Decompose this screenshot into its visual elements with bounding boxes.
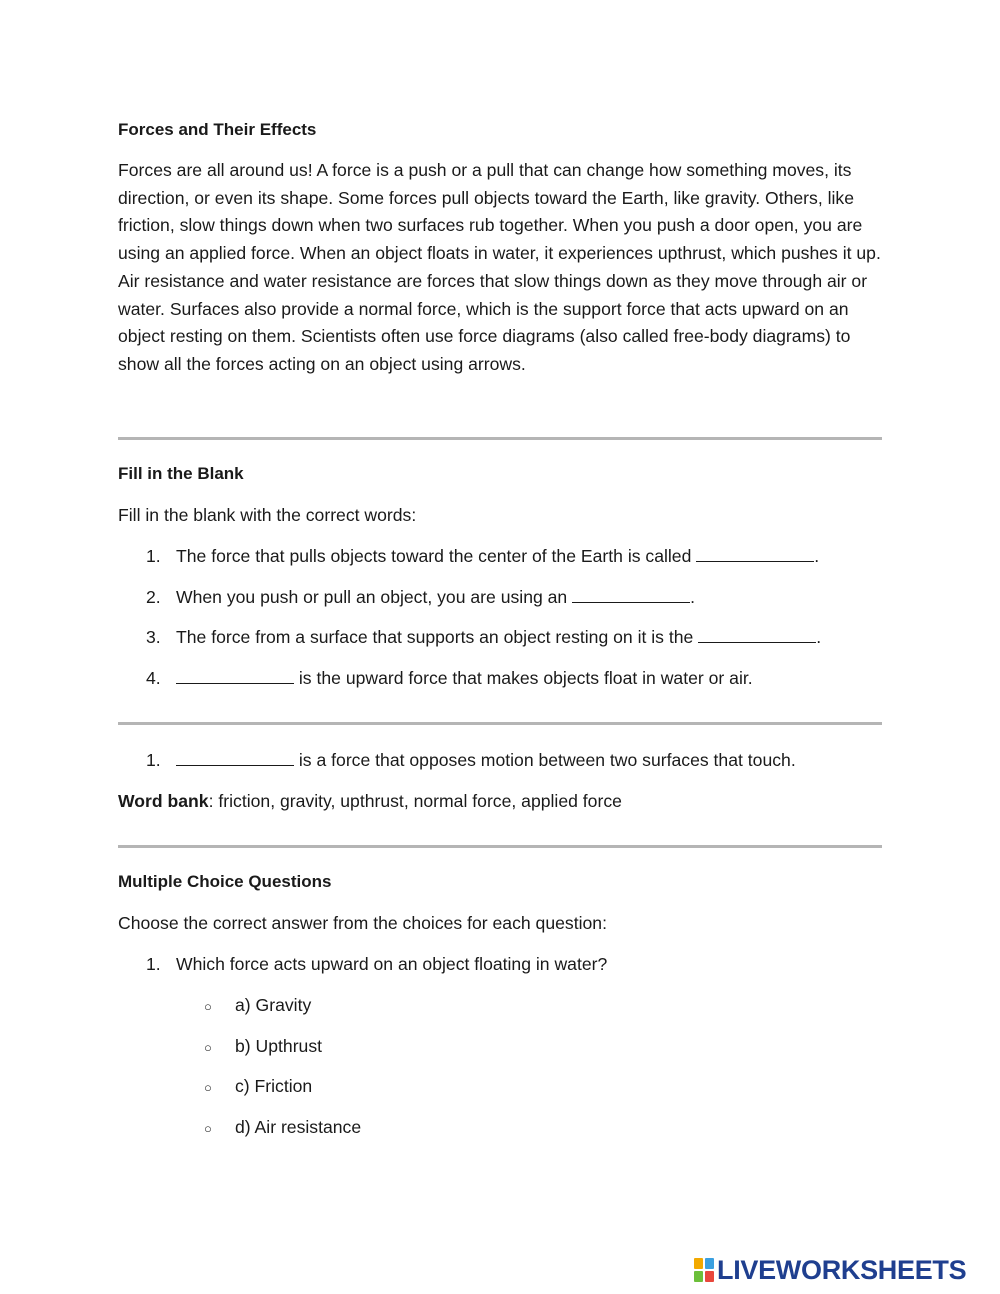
blank-answer-field[interactable] <box>176 749 294 766</box>
fill-blank-number: 3. <box>146 627 161 647</box>
liveworksheets-logo-icon <box>694 1258 714 1282</box>
liveworksheets-logo-text: LIVEWORKSHEETS <box>717 1255 967 1285</box>
liveworksheets-logo <box>694 1256 966 1284</box>
section-divider <box>118 845 882 848</box>
question-text: Which force acts upward on an object floating in water? <box>176 954 608 974</box>
answer-option[interactable]: d) Air resistance <box>235 1117 362 1137</box>
section-title-forces: Forces and Their Effects <box>118 120 317 139</box>
fill-blank-text: . <box>816 627 822 647</box>
word-bank-label: Word bank <box>118 791 209 811</box>
blank-answer-field[interactable] <box>572 586 690 603</box>
answer-option[interactable]: c) Friction <box>235 1076 313 1096</box>
section-divider <box>118 437 882 440</box>
fill-blank-number: 1. <box>146 750 161 770</box>
fill-blank-item <box>176 626 821 648</box>
fill-blank-text: The force from a surface that supports an object resting on it is the <box>176 627 699 647</box>
section-title-fill-blank: Fill in the Blank <box>118 464 244 483</box>
fill-blank-item <box>176 749 796 771</box>
fill-blank-number: 1. <box>146 546 161 566</box>
fill-blank-instruction: Fill in the blank with the correct words: <box>118 505 417 525</box>
fill-blank-number: 4. <box>146 668 161 688</box>
blank-answer-field[interactable] <box>696 545 814 562</box>
word-bank <box>118 790 622 812</box>
section-divider <box>118 722 882 725</box>
question-number: 1. <box>146 954 161 974</box>
circle-bullet-icon: ○ <box>204 1080 212 1095</box>
fill-blank-text: The force that pulls objects toward the center of the Earth is called <box>176 546 697 566</box>
intro-paragraph: Forces are all around us! A force is a push or a pull that can change how something moves, its direction, or even its shape. Some forces pull objects toward the Earth, like gravity. Others, like friction, slow things down when two surfaces rub together. When you push a door open, you are using an applied force. When an object floats in water, it experiences upthrust, which pushes it up. Air resistance and water resistance are forces that slow things down as they move through air or water. Surfaces also provide a normal force, which is the support force that acts upward on an object resting on them. Scientists often use force diagrams (also called free-body diagrams) to show all the forces acting on an object using arrows. <box>118 160 881 374</box>
fill-blank-text: is the upward force that makes objects float in water or air. <box>294 668 753 688</box>
answer-option[interactable]: a) Gravity <box>235 995 312 1015</box>
section-title-multiple-choice: Multiple Choice Questions <box>118 872 332 891</box>
fill-blank-item <box>176 667 753 689</box>
word-bank-words: : friction, gravity, upthrust, normal force, applied force <box>208 791 622 811</box>
fill-blank-text: . <box>814 546 820 566</box>
circle-bullet-icon: ○ <box>204 1121 212 1136</box>
circle-bullet-icon: ○ <box>204 1040 212 1055</box>
fill-blank-text: When you push or pull an object, you are using an <box>176 587 573 607</box>
fill-blank-item <box>176 545 819 567</box>
blank-answer-field[interactable] <box>176 667 294 684</box>
multiple-choice-instruction: Choose the correct answer from the choices for each question: <box>118 913 607 933</box>
fill-blank-text: . <box>690 587 695 607</box>
blank-answer-field[interactable] <box>698 626 816 643</box>
circle-bullet-icon: ○ <box>204 999 212 1014</box>
fill-blank-number: 2. <box>146 587 161 607</box>
fill-blank-text: is a force that opposes motion between two surfaces that touch. <box>294 750 796 770</box>
answer-option[interactable]: b) Upthrust <box>235 1036 323 1056</box>
fill-blank-item <box>176 586 695 608</box>
